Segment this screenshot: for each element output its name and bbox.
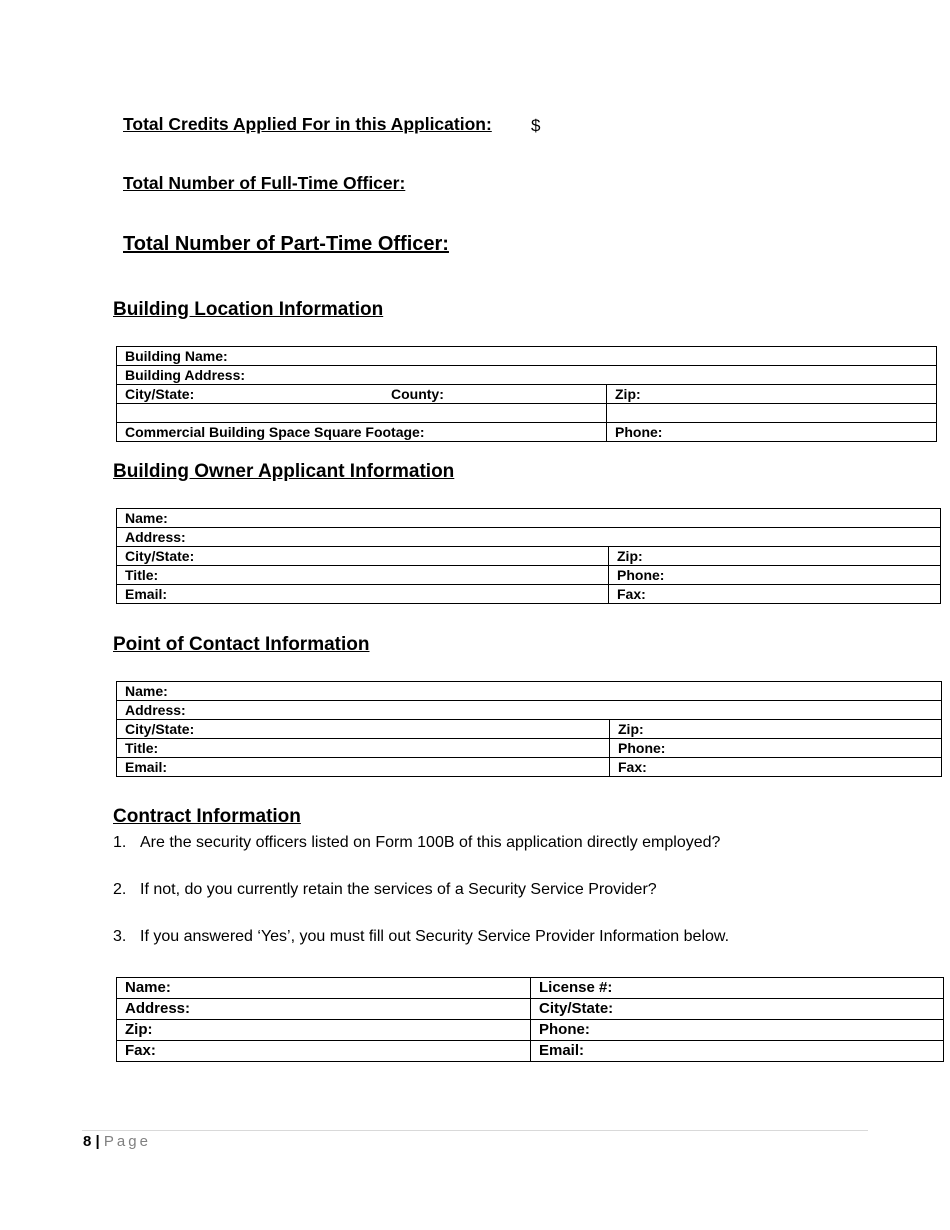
owner-zip-field[interactable]: Zip:	[609, 547, 941, 566]
provider-phone-field[interactable]: Phone:	[531, 1020, 944, 1041]
page-number: 8	[83, 1133, 92, 1150]
question-number: 1.	[113, 834, 127, 851]
table-row	[117, 566, 941, 585]
list-item	[113, 926, 729, 973]
empty-cell[interactable]	[607, 404, 937, 423]
table-row	[117, 1020, 944, 1041]
table-row	[117, 547, 941, 566]
owner-fax-field[interactable]: Fax:	[609, 585, 941, 604]
list-item	[113, 832, 729, 879]
table-row	[117, 720, 942, 739]
building-owner-heading: Building Owner Applicant Information	[113, 461, 455, 482]
table-row	[117, 404, 937, 423]
question-text: If you answered ‘Yes’, you must fill out Security Service Provider Information below.	[140, 928, 730, 945]
contact-fax-field[interactable]: Fax:	[610, 758, 942, 777]
building-location-table	[116, 346, 937, 442]
list-item	[113, 879, 729, 926]
question-text: If not, do you currently retain the services of a Security Service Provider?	[140, 881, 657, 898]
table-row	[117, 347, 937, 366]
provider-fax-field[interactable]: Fax:	[117, 1041, 531, 1062]
page-separator: |	[95, 1133, 100, 1150]
contact-title-field[interactable]: Title:	[117, 739, 610, 758]
building-name-field[interactable]: Building Name:	[117, 347, 937, 366]
point-of-contact-heading: Point of Contact Information	[113, 634, 370, 655]
table-row	[117, 385, 937, 404]
page-label: Page	[103, 1133, 151, 1150]
table-row	[117, 585, 941, 604]
provider-license-field[interactable]: License #:	[531, 978, 944, 999]
table-row	[117, 1041, 944, 1062]
question-number: 2.	[113, 881, 127, 898]
building-address-field[interactable]: Building Address:	[117, 366, 937, 385]
table-row	[117, 509, 941, 528]
table-row	[117, 528, 941, 547]
part-time-officer-label: Total Number of Part-Time Officer:	[123, 233, 449, 255]
contract-questions-list	[113, 832, 729, 973]
zip-field[interactable]: Zip:	[607, 385, 937, 404]
square-footage-field[interactable]: Commercial Building Space Square Footage:	[117, 423, 607, 442]
contact-address-field[interactable]: Address:	[117, 701, 942, 720]
full-time-officer-label: Total Number of Full-Time Officer:	[123, 173, 406, 193]
building-owner-table	[116, 508, 941, 604]
county-field: County:	[391, 386, 444, 402]
phone-field[interactable]: Phone:	[607, 423, 937, 442]
owner-address-field[interactable]: Address:	[117, 528, 941, 547]
contact-email-field[interactable]: Email:	[117, 758, 610, 777]
provider-zip-field[interactable]: Zip:	[117, 1020, 531, 1041]
table-row	[117, 978, 944, 999]
point-of-contact-table	[116, 681, 942, 777]
total-credits-value: $	[531, 116, 541, 135]
table-row	[117, 758, 942, 777]
provider-city-state-field[interactable]: City/State:	[531, 999, 944, 1020]
provider-address-field[interactable]: Address:	[117, 999, 531, 1020]
owner-title-field[interactable]: Title:	[117, 566, 609, 585]
owner-city-state-field[interactable]: City/State:	[117, 547, 609, 566]
contract-heading: Contract Information	[113, 806, 301, 827]
table-row	[117, 423, 937, 442]
city-state-county-cell[interactable]	[117, 385, 607, 404]
owner-phone-field[interactable]: Phone:	[609, 566, 941, 585]
table-row	[117, 999, 944, 1020]
contact-zip-field[interactable]: Zip:	[610, 720, 942, 739]
table-row	[117, 739, 942, 758]
building-location-heading: Building Location Information	[113, 299, 384, 320]
total-credits-label: Total Credits Applied For in this Application:	[123, 114, 492, 134]
page-footer	[83, 1133, 151, 1150]
table-row	[117, 366, 937, 385]
owner-email-field[interactable]: Email:	[117, 585, 609, 604]
empty-cell[interactable]	[117, 404, 607, 423]
contact-city-state-field[interactable]: City/State:	[117, 720, 610, 739]
question-text: Are the security officers listed on Form 100B of this application directly employed?	[140, 834, 721, 851]
contact-name-field[interactable]: Name:	[117, 682, 942, 701]
provider-name-field[interactable]: Name:	[117, 978, 531, 999]
footer-divider	[82, 1130, 868, 1131]
city-state-field: City/State:	[125, 386, 195, 402]
table-row	[117, 682, 942, 701]
table-row	[117, 701, 942, 720]
contact-phone-field[interactable]: Phone:	[610, 739, 942, 758]
security-provider-table	[116, 977, 944, 1062]
question-number: 3.	[113, 928, 127, 945]
owner-name-field[interactable]: Name:	[117, 509, 941, 528]
provider-email-field[interactable]: Email:	[531, 1041, 944, 1062]
